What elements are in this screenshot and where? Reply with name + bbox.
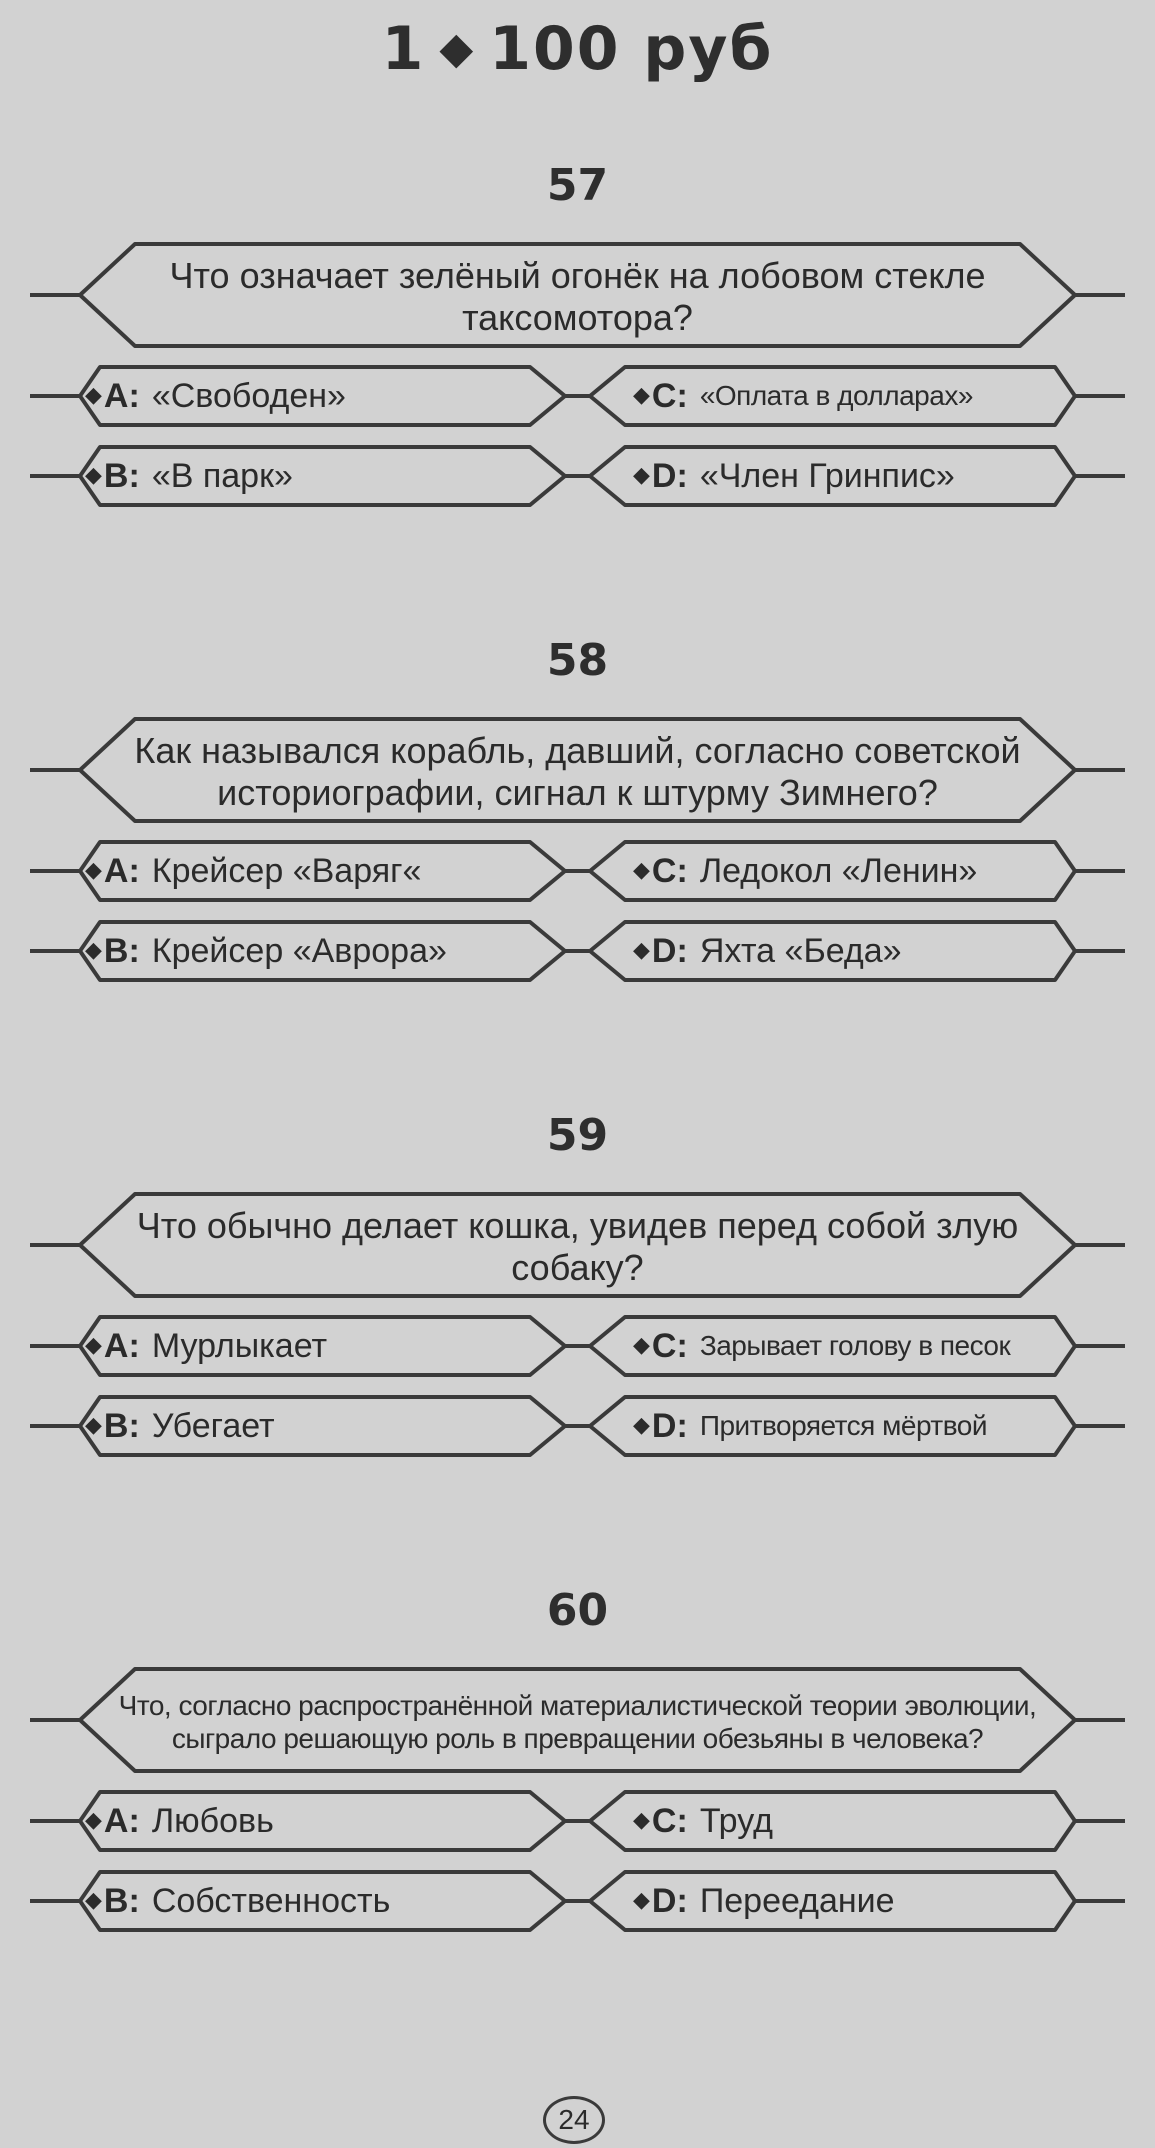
answer-d[interactable] [633,1397,1093,1455]
question-text: Что означает зелёный огонёк на лобовом стекле таксомотора? [169,254,986,338]
answer-b[interactable] [85,1397,545,1455]
answer-text: Труд [699,1801,773,1840]
answer-text: «В парк» [151,456,293,495]
answer-text: Убегает [151,1406,275,1445]
answer-a[interactable] [85,1317,545,1375]
answer-text: Любовь [151,1801,274,1840]
answer-letter: ◆B: [85,1406,140,1445]
answer-c[interactable] [633,1792,1093,1850]
answer-text: Собственность [151,1881,391,1920]
answer-text: Переедание [699,1881,895,1920]
question-block-57 [0,160,1155,540]
answer-letter: ◆D: [633,1881,688,1920]
answer-letter: ◆D: [633,456,688,495]
answer-c[interactable] [633,367,1093,425]
answer-letter: ◆A: [85,1326,140,1365]
question-block-59 [0,1110,1155,1490]
answer-text: «Оплата в долларах» [699,380,973,411]
answer-a[interactable] [85,367,545,425]
answer-d[interactable] [633,1872,1093,1930]
answer-text: Мурлыкает [151,1326,328,1365]
answer-letter: ◆C: [633,376,688,415]
answer-letter: ◆A: [85,1801,140,1840]
question-text: Что обычно делает кошка, увидев перед собой злую собаку? [136,1204,1019,1288]
answer-letter: ◆B: [85,931,140,970]
title-number: 1 [381,14,426,84]
page-number: 24 [543,2096,605,2144]
answer-text: «Член Гринпис» [699,456,955,495]
answer-text: Крейсер «Аврора» [151,931,447,970]
answer-a[interactable] [85,1792,545,1850]
answer-a[interactable] [85,842,545,900]
answer-text: Зарывает голову в песок [699,1330,1011,1361]
question-text: Как назывался корабль, давший, согласно советской историографии, сигнал к штурму Зимнего? [134,729,1021,813]
answer-text: «Свободен» [151,376,346,415]
answer-b[interactable] [85,922,545,980]
answer-text: Яхта «Беда» [699,931,902,970]
page-title [0,14,1155,84]
question-number: 60 [546,1585,609,1636]
answer-letter: ◆D: [633,1406,688,1445]
answer-text: Притворяется мёртвой [699,1410,987,1441]
answer-letter: ◆A: [85,376,140,415]
answer-letter: ◆C: [633,851,688,890]
answer-text: Крейсер «Варяг« [151,851,422,890]
answer-text: Ледокол «Ленин» [699,851,978,890]
answer-letter: ◆C: [633,1801,688,1840]
answer-letter: ◆A: [85,851,140,890]
question-block-58 [0,635,1155,1015]
answer-letter: ◆C: [633,1326,688,1365]
question-number: 58 [546,635,609,686]
answer-d[interactable] [633,922,1093,980]
answer-letter: ◆B: [85,1881,140,1920]
question-block-60 [0,1585,1155,1965]
answer-letter: ◆D: [633,931,688,970]
answer-b[interactable] [85,1872,545,1930]
answer-d[interactable] [633,447,1093,505]
answer-letter: ◆B: [85,456,140,495]
answer-c[interactable] [633,1317,1093,1375]
question-text: Что, согласно распространённой материалистической теории эволюции, сыграло решающую роль в превращении обезьяны в человека? [118,1689,1037,1754]
answer-c[interactable] [633,842,1093,900]
diamond-icon: ◆ [439,23,476,74]
question-number: 59 [546,1110,609,1161]
question-number: 57 [546,160,609,211]
answer-b[interactable] [85,447,545,505]
title-amount: 100 руб [489,14,774,84]
